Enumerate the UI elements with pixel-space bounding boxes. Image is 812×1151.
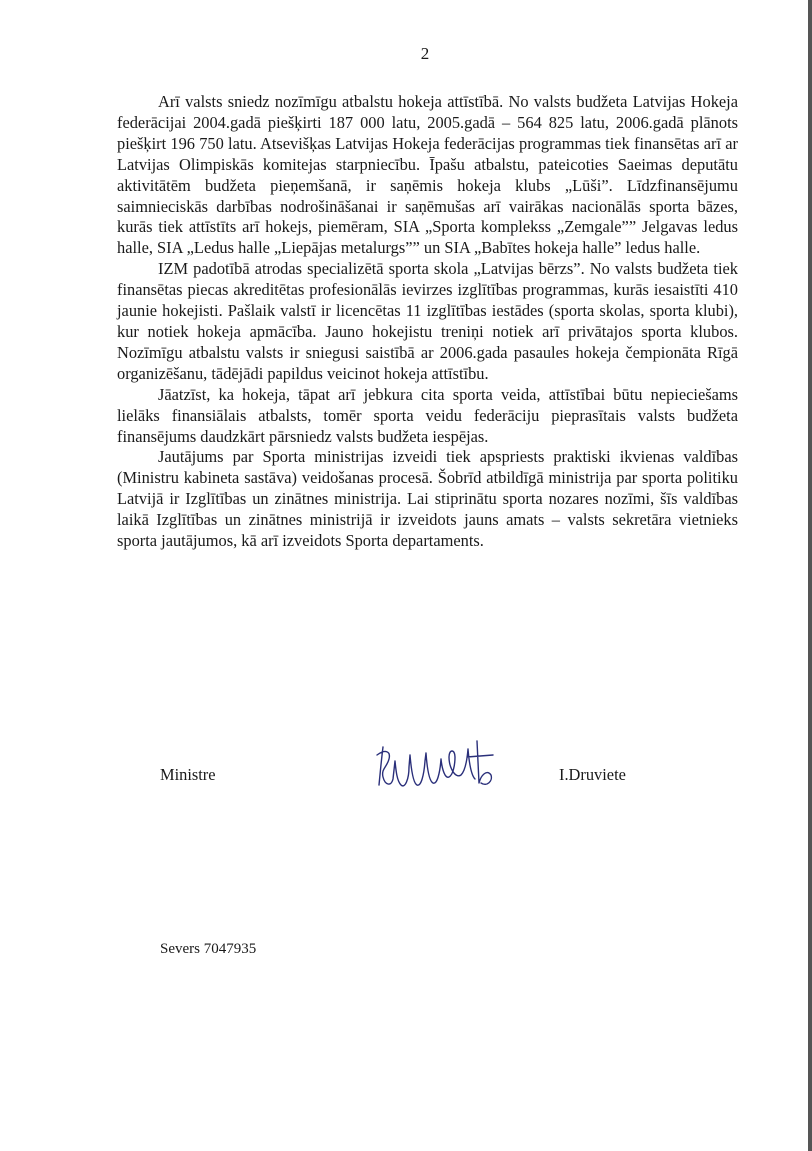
handwritten-signature bbox=[369, 735, 499, 795]
signer-title: Ministre bbox=[160, 765, 216, 784]
paragraph-hockey-funding: Arī valsts sniedz nozīmīgu atbalstu hokeja attīstībā. No valsts budžeta Latvijas Hokeja federācijai 2004.gadā piešķirti 187 000 latu, 2005.gadā – 564 825 latu, 2006.gadā plānots piešķirt 196 750 latu. Atsevišķas Latvijas Hokeja federācijas programmas tiek finansētas arī ar Latvijas Olimpiskās komitejas starpniecību. Īpašu atbalstu, pateicoties Saeimas deputātu aktivitātēm budžeta pieņemšanā, ir saņēmis hokeja klubs „Lūši”. Līdzfinansējumu saimnieciskās darbības nodrošināšanai ir saņēmušas arī vairākas nacionālās sporta bāzes, kurās tiek attīstīts arī hokejs, piemēram, SIA „Sporta komplekss „Zemgale”” Jelgavas ledus halle, SIA „Ledus halle „Liepājas metalurgs”” un SIA „Babītes hokeja halle” ledus halle. bbox=[117, 92, 738, 258]
letter-body bbox=[117, 92, 738, 552]
signer-name: I.Druviete bbox=[559, 765, 626, 784]
contact-line: Severs 7047935 bbox=[160, 941, 257, 957]
page-number: 2 bbox=[420, 44, 430, 63]
paragraph-budget-limits: Jāatzīst, ka hokeja, tāpat arī jebkura cita sporta veida, attīstībai būtu nepieciešams lielāks finansiālais atbalsts, tomēr sporta veidu federāciju pieprasītais valsts budžeta finansējums daudzkārt pārsniedz valsts budžeta iespējas. bbox=[117, 384, 738, 446]
paragraph-sports-ministry: Jautājums par Sporta ministrijas izveidi tiek apspriests praktiski ikvienas valdības (Ministru kabineta sastāva) veidošanas procesā. Šobrīd atbildīgā ministrija par sporta politiku Latvijā ir Izglītības un zinātnes ministrija. Lai stiprinātu sporta nozares nozīmi, šīs valdības laikā Izglītības un zinātnes ministrijā ir izveidots jauns amats – valsts sekretāra vietnieks sporta jautājumos, kā arī izveidots Sporta departaments. bbox=[117, 447, 738, 551]
scan-edge bbox=[808, 0, 812, 1151]
signature-block bbox=[117, 735, 738, 805]
paragraph-sports-school: IZM padotībā atrodas specializētā sporta skola „Latvijas bērzs”. No valsts budžeta tiek finansētas piecas akreditētas profesionālās ievirzes izglītības programmas, kurās iesaistīti 410 jaunie hokejisti. Pašlaik valstī ir licencētas 11 izglītības iestādes (sporta skolas, sporta klubi), kur notiek hokeja apmācība. Jauno hokejistu treniņi notiek arī privātajos sporta klubos. Nozīmīgu atbalstu valsts ir sniegusi saistībā ar 2006.gada pasaules hokeja čempionāta Rīgā organizēšanu, tādējādi papildus veicinot hokeja attīstību. bbox=[117, 259, 738, 383]
